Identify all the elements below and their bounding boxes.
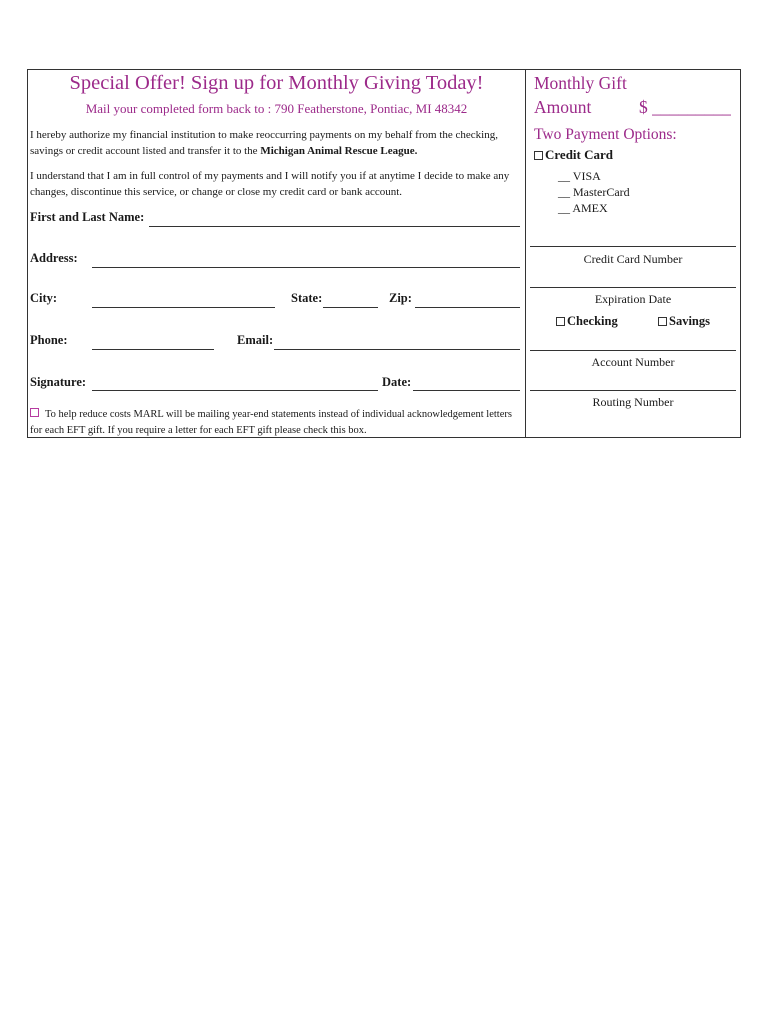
date-label: Date:	[382, 375, 412, 389]
email-label: Email:	[237, 333, 274, 347]
city-field[interactable]	[92, 307, 275, 308]
understanding-paragraph: I understand that I am in full control of my payments and I will notify you if at anytime I decide to make any changes, discontinue this service, or change or close my credit card or bank account.	[30, 170, 510, 198]
account-number-label: Account Number	[591, 355, 675, 369]
amex-option[interactable]: __ AMEX	[558, 201, 608, 215]
zip-field[interactable]	[415, 307, 520, 308]
credit-card-number-field[interactable]	[530, 246, 736, 247]
amount-label: Amount	[534, 97, 592, 117]
expiration-date-label: Expiration Date	[594, 292, 672, 306]
city-label: City:	[30, 291, 58, 305]
credit-card-number-label: Credit Card Number	[583, 252, 683, 266]
state-field[interactable]	[323, 307, 378, 308]
zip-label: Zip:	[389, 291, 412, 305]
mastercard-option[interactable]: __ MasterCard	[558, 185, 630, 199]
form-title: Special Offer! Sign up for Monthly Giving Today!	[69, 72, 484, 94]
phone-field[interactable]	[92, 349, 214, 350]
phone-label: Phone:	[30, 333, 68, 347]
account-number-field[interactable]	[530, 350, 736, 351]
savings-option[interactable]	[658, 314, 710, 329]
footnote	[30, 407, 524, 439]
checking-option[interactable]	[556, 314, 618, 329]
address-field[interactable]	[92, 267, 520, 268]
state-label: State:	[291, 291, 323, 305]
signature-label: Signature:	[30, 375, 87, 389]
organization-name: Michigan Animal Rescue League.	[260, 145, 418, 157]
routing-number-field[interactable]	[530, 390, 736, 391]
visa-option[interactable]: __ VISA	[558, 169, 601, 183]
savings-checkbox[interactable]	[658, 317, 667, 326]
credit-card-checkbox[interactable]	[534, 151, 543, 160]
credit-card-option[interactable]	[534, 147, 613, 163]
name-label: First and Last Name:	[30, 210, 145, 224]
payment-options-heading: Two Payment Options:	[534, 126, 677, 143]
savings-label: Savings	[669, 314, 710, 328]
date-field[interactable]	[413, 390, 520, 391]
credit-card-label: Credit Card	[545, 147, 614, 162]
authorization-paragraph	[30, 127, 522, 159]
form-left-panel	[28, 70, 525, 437]
name-field[interactable]	[149, 226, 520, 227]
email-field[interactable]	[274, 349, 520, 350]
letter-request-checkbox[interactable]	[30, 408, 39, 417]
monthly-gift-label: Monthly Gift	[534, 73, 627, 93]
expiration-date-field[interactable]	[530, 287, 736, 288]
authorization-text: I hereby authorize my financial institution to make reoccurring payments on my behalf from the checking, savings or credit account listed and transfer it to the	[30, 129, 498, 157]
form-right-panel	[526, 70, 742, 437]
mail-address-line: Mail your completed form back to : 790 Featherstone, Pontiac, MI 48342	[85, 101, 468, 116]
routing-number-label: Routing Number	[592, 395, 674, 409]
checking-label: Checking	[567, 314, 618, 328]
checking-checkbox[interactable]	[556, 317, 565, 326]
signature-field[interactable]	[92, 390, 378, 391]
address-label: Address:	[30, 251, 78, 265]
footnote-text: To help reduce costs MARL will be mailing year-end statements instead of individual acknowledgement letters for each EFT gift. If you require a letter for each EFT gift please check this box.	[30, 409, 512, 436]
gift-amount-field[interactable]: $ _________	[639, 97, 731, 117]
monthly-giving-form	[27, 69, 741, 438]
